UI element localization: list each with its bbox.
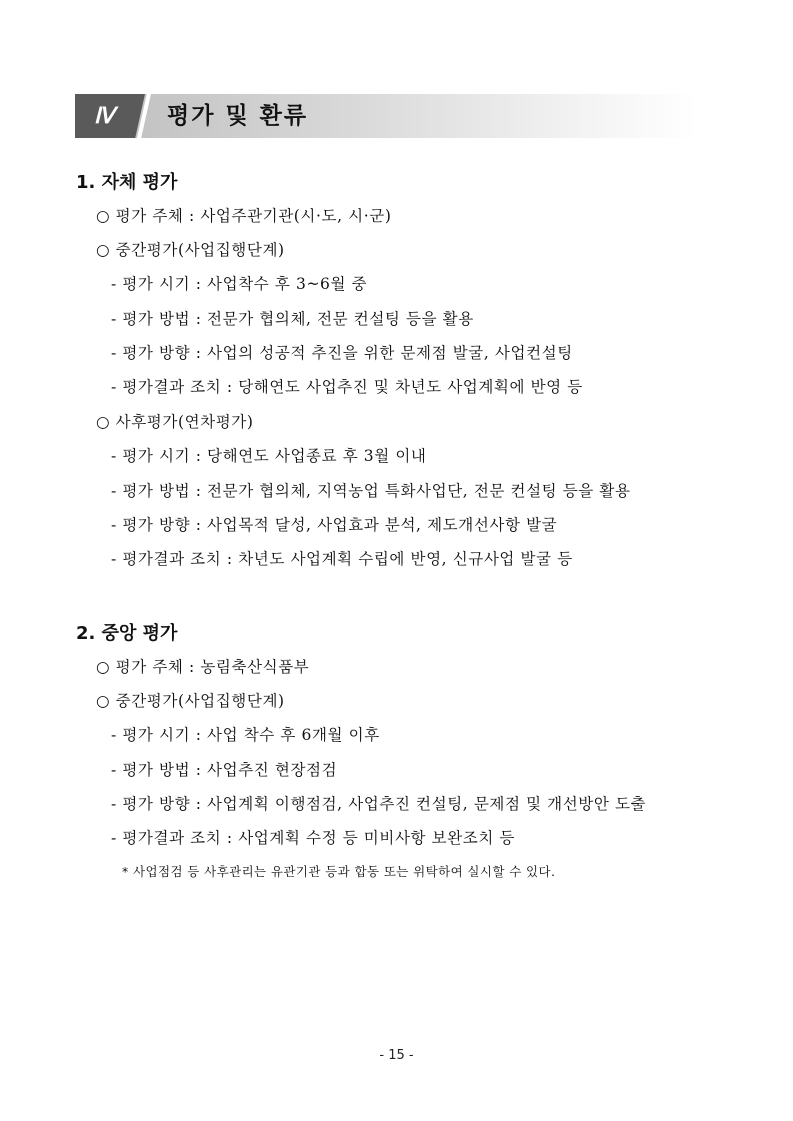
list-item: ○ 평가 주체 : 농림축산식품부	[96, 658, 310, 676]
list-item: ○ 중간평가(사업집행단계)	[96, 241, 285, 259]
list-item: ○ 중간평가(사업집행단계)	[96, 692, 285, 710]
list-item: - 평가결과 조치 : 차년도 사업계획 수립에 반영, 신규사업 발굴 등	[111, 550, 573, 568]
list-item: - 평가 방향 : 사업목적 달성, 사업효과 분석, 제도개선사항 발굴	[111, 516, 558, 534]
chapter-banner	[75, 94, 697, 138]
list-item: - 평가 시기 : 당해연도 사업종료 후 3월 이내	[111, 447, 427, 465]
list-item: - 평가 방법 : 사업추진 현장점검	[111, 761, 338, 779]
section-heading-self-evaluation: 1. 자체 평가	[76, 172, 178, 193]
list-item: - 평가 방향 : 사업의 성공적 추진을 위한 문제점 발굴, 사업컨설팅	[111, 344, 573, 362]
list-item: - 평가 시기 : 사업착수 후 3~6월 중	[111, 275, 368, 293]
list-item: - 평가결과 조치 : 당해연도 사업추진 및 차년도 사업계획에 반영 등	[111, 378, 583, 396]
page-number: - 15 -	[379, 1048, 414, 1063]
chapter-title: 평가 및 환류	[167, 103, 309, 129]
list-item: - 평가 방법 : 전문가 협의체, 지역농업 특화사업단, 전문 컨설팅 등을 활용	[111, 482, 631, 500]
list-item: - 평가 시기 : 사업 착수 후 6개월 이후	[111, 726, 380, 744]
section-heading-central-evaluation: 2. 중앙 평가	[76, 623, 178, 644]
list-item: ○ 평가 주체 : 사업주관기관(시·도, 시·군)	[96, 207, 392, 225]
list-item: - 평가 방법 : 전문가 협의체, 전문 컨설팅 등을 활용	[111, 310, 474, 328]
list-item: - 평가결과 조치 : 사업계획 수정 등 미비사항 보완조치 등	[111, 829, 516, 847]
list-item: ○ 사후평가(연차평가)	[96, 413, 254, 431]
footnote: * 사업점검 등 사후관리는 유관기관 등과 합동 또는 위탁하여 실시할 수 있다.	[122, 864, 556, 879]
chapter-number: Ⅳ	[93, 103, 115, 128]
list-item: - 평가 방향 : 사업계획 이행점검, 사업추진 컨설팅, 문제점 및 개선방안 도출	[111, 795, 647, 813]
